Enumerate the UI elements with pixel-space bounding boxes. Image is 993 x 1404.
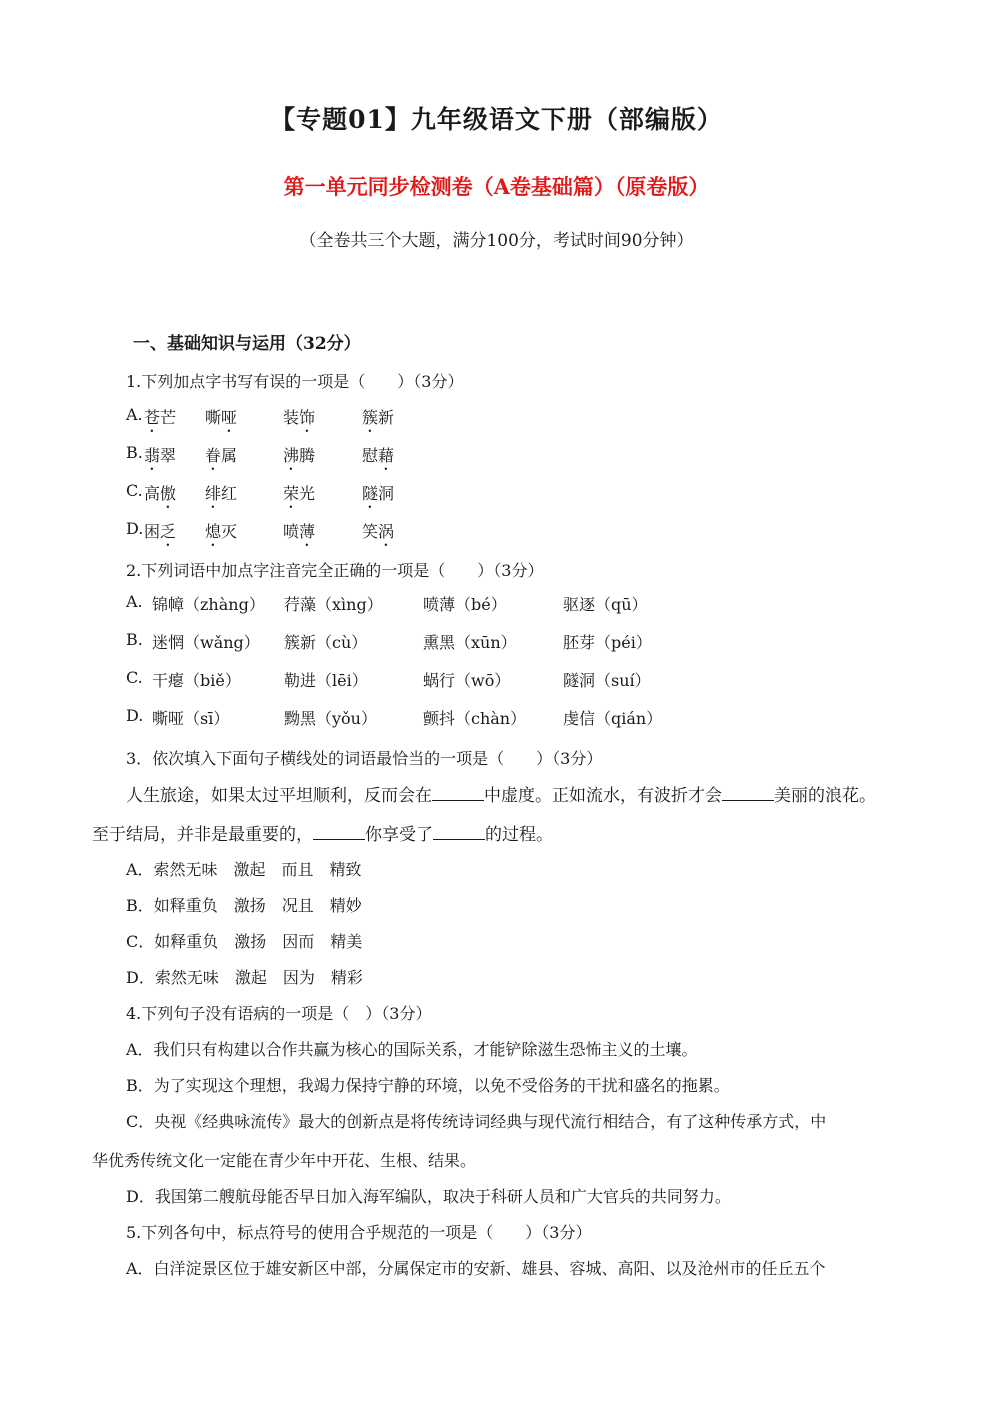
q2-option-c bbox=[126, 668, 726, 690]
word: 勒进（lēi） bbox=[284, 671, 368, 690]
word: 翡翠 bbox=[144, 446, 177, 465]
question-4-stem: 4.下列句子没有语病的一项是（ ）（3分） bbox=[126, 1004, 432, 1023]
word: 黝黑（yǒu） bbox=[284, 709, 377, 728]
q3-passage-line-2 bbox=[92, 820, 553, 845]
word: 蜗行（wō） bbox=[423, 671, 511, 690]
word: 干瘪（biě） bbox=[152, 671, 241, 690]
q4-option-c: C．央视《经典咏流传》最大的创新点是将传统诗词经典与现代流行相结合，有了这种传承方式，中 bbox=[126, 1112, 827, 1131]
word: 喷薄（bé） bbox=[423, 595, 507, 614]
exam-note: （全卷共三个大题，满分100分，考试时间90分钟） bbox=[299, 231, 694, 251]
word: 隧洞（suí） bbox=[563, 671, 651, 690]
word: 沸腾 bbox=[283, 446, 316, 465]
q3-option-b: B．如释重负 激扬 况且 精妙 bbox=[126, 896, 362, 915]
q5-option-a: A．白洋淀景区位于雄安新区中部，分属保定市的安新、雄县、容城、高阳、以及沧州市的任丘五个 bbox=[126, 1259, 826, 1278]
question-3-stem: 3．依次填入下面句子横线处的词语最恰当的一项是（ ）（3分） bbox=[126, 749, 603, 768]
q1-option-c bbox=[126, 481, 526, 503]
option-label: B. bbox=[126, 443, 143, 462]
word: 熏黑（xūn） bbox=[423, 633, 517, 652]
word: 高傲 bbox=[144, 484, 177, 503]
option-label: C. bbox=[126, 668, 143, 687]
page-title: 【专题01】九年级语文下册（部编版） bbox=[270, 105, 723, 134]
word: 迷惘（wǎng） bbox=[152, 633, 260, 652]
q3-option-d: D．索然无味 激起 因为 精彩 bbox=[126, 968, 363, 987]
passage-text: 的过程。 bbox=[485, 825, 553, 845]
q2-option-a bbox=[126, 592, 726, 614]
word: 装饰 bbox=[283, 408, 316, 427]
q1-option-a bbox=[126, 405, 526, 427]
question-5-stem: 5.下列各句中，标点符号的使用合乎规范的一项是（ ）（3分） bbox=[126, 1223, 592, 1242]
word: 笑涡 bbox=[362, 522, 395, 541]
word: 虔信（qián） bbox=[563, 709, 663, 728]
passage-text: 你享受了 bbox=[365, 825, 433, 845]
q4-option-c-cont: 华优秀传统文化一定能在青少年中开花、生根、结果。 bbox=[92, 1151, 477, 1170]
word: 喷薄 bbox=[283, 522, 316, 541]
word: 眷属 bbox=[205, 446, 238, 465]
option-label: B. bbox=[126, 630, 143, 649]
q4-option-a: A．我们只有构建以合作共赢为核心的国际关系，才能铲除滋生恐怖主义的土壤。 bbox=[126, 1040, 698, 1059]
q2-option-d bbox=[126, 706, 726, 728]
word: 隧洞 bbox=[362, 484, 395, 503]
q2-option-b bbox=[126, 630, 726, 652]
option-label: D. bbox=[126, 706, 144, 725]
word: 嘶哑 bbox=[205, 408, 238, 427]
option-label: A. bbox=[126, 405, 143, 424]
fill-blank bbox=[722, 786, 774, 801]
word: 绯红 bbox=[205, 484, 238, 503]
passage-text: 中虚度。正如流水，有波折才会 bbox=[484, 786, 722, 806]
passage-text: 美丽的浪花。 bbox=[774, 786, 876, 806]
word: 簇新（cù） bbox=[284, 633, 368, 652]
word: 驱逐（qū） bbox=[563, 595, 648, 614]
word: 熄灭 bbox=[205, 522, 238, 541]
word: 嘶哑（sī） bbox=[152, 709, 230, 728]
word: 胚芽（péi） bbox=[563, 633, 652, 652]
fill-blank bbox=[433, 825, 485, 840]
word: 困乏 bbox=[144, 522, 177, 541]
word: 锦幛（zhàng） bbox=[152, 595, 265, 614]
q3-option-c: C．如释重负 激扬 因而 精美 bbox=[126, 932, 363, 951]
q3-passage-line-1 bbox=[126, 781, 876, 806]
page-subtitle: 第一单元同步检测卷（A卷基础篇）（原卷版） bbox=[283, 174, 710, 199]
word: 荣光 bbox=[283, 484, 316, 503]
option-label: C. bbox=[126, 481, 143, 500]
q4-option-d: D．我国第二艘航母能否早日加入海军编队，取决于科研人员和广大官兵的共同努力。 bbox=[126, 1187, 731, 1206]
word: 慰藉 bbox=[362, 446, 395, 465]
fill-blank bbox=[432, 786, 484, 801]
option-label: A. bbox=[126, 592, 143, 611]
word: 苍芒 bbox=[144, 408, 177, 427]
fill-blank bbox=[313, 825, 365, 840]
q4-option-b: B．为了实现这个理想，我竭力保持宁静的环境，以免不受俗务的干扰和盛名的拖累。 bbox=[126, 1076, 730, 1095]
q1-option-b bbox=[126, 443, 526, 465]
q1-option-d bbox=[126, 519, 526, 541]
q3-option-a: A．索然无味 激起 而且 精致 bbox=[126, 860, 362, 879]
question-1-stem: 1.下列加点字书写有误的一项是（ ）（3分） bbox=[126, 372, 464, 391]
passage-text: 人生旅途，如果太过平坦顺利，反而会在 bbox=[126, 786, 432, 806]
word: 颤抖（chàn） bbox=[423, 709, 527, 728]
option-label: D. bbox=[126, 519, 144, 538]
word: 荇藻（xìng） bbox=[284, 595, 383, 614]
section-heading: 一、基础知识与运用（32分） bbox=[133, 334, 361, 354]
word: 簇新 bbox=[362, 408, 395, 427]
question-2-stem: 2.下列词语中加点字注音完全正确的一项是（ ）（3分） bbox=[126, 561, 544, 580]
passage-text: 至于结局，并非是最重要的， bbox=[92, 825, 313, 845]
